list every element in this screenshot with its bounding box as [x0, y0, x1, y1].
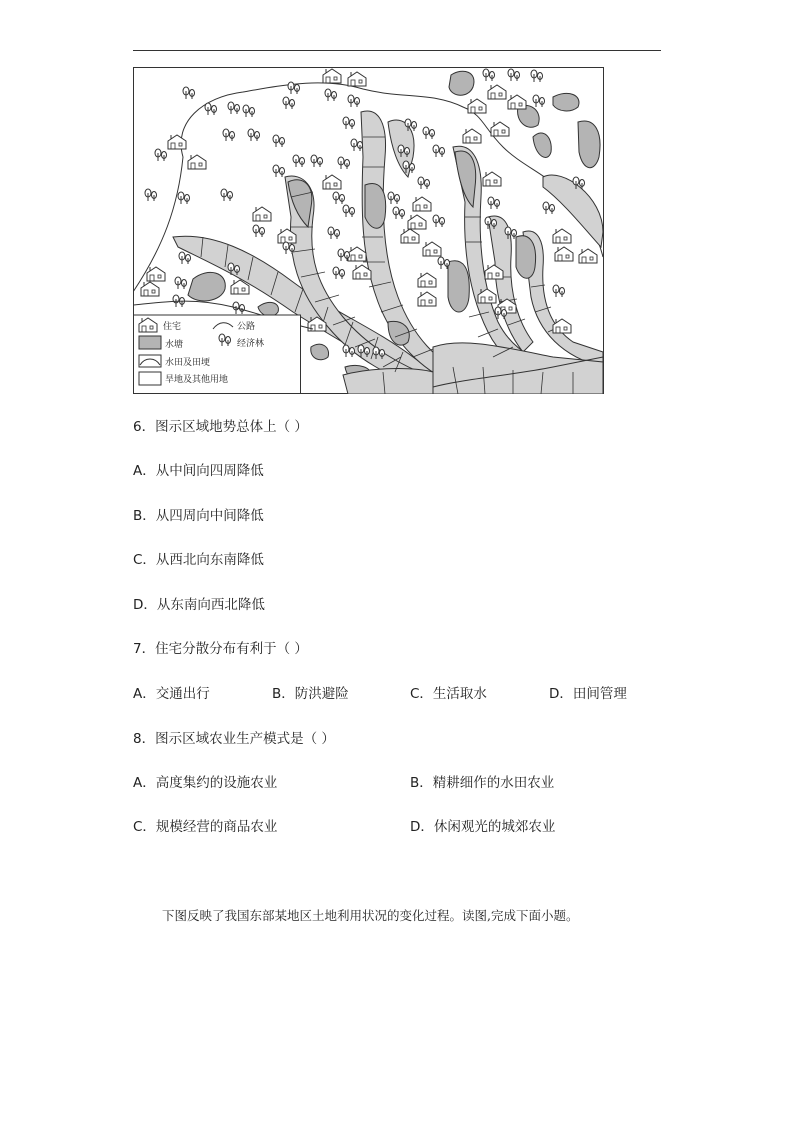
question-6-stem: 6．图示区域地势总体上（ ） [133, 419, 308, 435]
legend-road-label: 公路 [237, 322, 256, 332]
question-7-option-c[interactable]: C．生活取水 [410, 686, 487, 702]
question-8-option-b[interactable]: B．精耕细作的水田农业 [410, 775, 555, 791]
question-7-option-a[interactable]: A．交通出行 [133, 686, 210, 702]
question-8-option-c[interactable]: C．规模经营的商品农业 [133, 819, 278, 835]
legend-house-label: 住宅 [163, 322, 182, 332]
question-7-option-b[interactable]: B．防洪避险 [272, 686, 349, 702]
legend-pond-label: 水塘 [165, 340, 184, 350]
header-rule [133, 50, 661, 51]
question-7-stem: 7．住宅分散分布有利于（ ） [133, 641, 308, 657]
legend-paddy-swatch [139, 355, 161, 367]
question-8-stem: 8．图示区域农业生产模式是（ ） [133, 731, 335, 747]
question-8-option-d[interactable]: D．休闲观光的城郊农业 [410, 819, 556, 835]
map-legend [134, 315, 301, 394]
legend-paddy-label: 水田及田埂 [165, 358, 211, 368]
question-6-option-a[interactable]: A．从中间向四周降低 [133, 463, 264, 479]
land-use-map [133, 67, 604, 394]
question-6-option-c[interactable]: C．从西北向东南降低 [133, 552, 264, 568]
legend-pond-swatch [139, 336, 161, 349]
legend-dryland-swatch [139, 372, 161, 385]
next-group-intro: 下图反映了我国东部某地区土地利用状况的变化过程。读图,完成下面小题。 [162, 908, 579, 923]
question-6-option-b[interactable]: B．从四周向中间降低 [133, 508, 264, 524]
question-7-option-d[interactable]: D．田间管理 [549, 686, 627, 702]
legend-orchard-label: 经济林 [237, 339, 265, 349]
question-8-option-a[interactable]: A．高度集约的设施农业 [133, 775, 278, 791]
question-6-option-d[interactable]: D．从东南向西北降低 [133, 597, 265, 613]
legend-dryland-label: 旱地及其他用地 [165, 375, 229, 385]
